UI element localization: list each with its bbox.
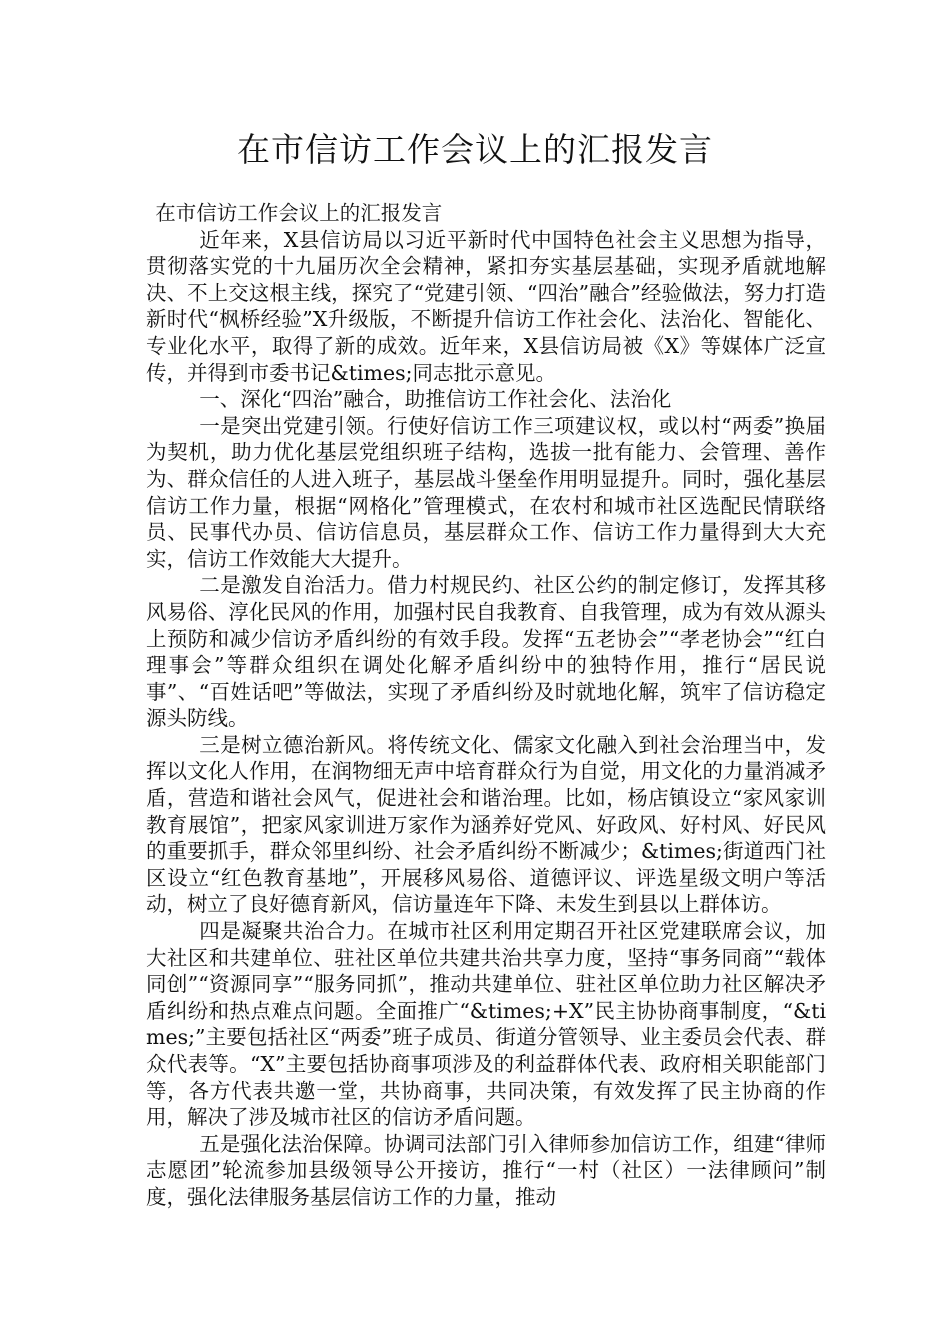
paragraph-party-leadership: 一是突出党建引领。行使好信访工作三项建议权，或以村“两委”换届为契机，助力优化基层党组织班子结构，选拔一批有能力、会管理、善作为、群众信任的人进入班子，基层战斗堡垒作用明显提升。同时，强化基层信访工作力量，根据“网格化”管理模式，在农村和城市社区选配民情联络员、民事代办员、信访信息员，基层群众工作、信访工作力量得到大大充实，信访工作效能大大提升。	[146, 413, 826, 571]
paragraph-co-governance: 四是凝聚共治合力。在城市社区利用定期召开社区党建联席会议，加大社区和共建单位、驻社区单位共建共治共享力度，坚持“事务同商”“载体同创”“资源同享”“服务同抓”，推动共建单位、驻社区单位助力社区解决矛盾纠纷和热点难点问题。全面推广“&times;+X”民主协协商事制度，“&times;”主要包括社区“两委”班子成员、街道分管领导、业主委员会代表、群众代表等。“X”主要包括协商事项涉及的利益群体代表、政府相关职能部门等，各方代表共邀一堂，共协商事，共同决策，有效发挥了民主协商的作用，解决了涉及城市社区的信访矛盾问题。	[146, 919, 826, 1130]
document-subtitle: 在市信访工作会议上的汇报发言	[155, 201, 443, 225]
paragraph-intro: 近年来，X县信访局以习近平新时代中国特色社会主义思想为指导，贯彻落实党的十九届历次全会精神，紧扣夯实基层基础，实现矛盾就地解决、不上交这根主线，探究了“党建引领、“四治”融合”经验做法，努力打造新时代“枫桥经验”X升级版，不断提升信访工作社会化、法治化、智能化、专业化水平，取得了新的成效。近年来，X县信访局被《X》等媒体广泛宣传，并得到市委书记&times;同志批示意见。	[146, 227, 826, 385]
section-heading: 一、深化“四治”融合，助推信访工作社会化、法治化	[199, 387, 672, 412]
document-body	[146, 200, 826, 1211]
paragraph-moral-governance: 三是树立德治新风。将传统文化、儒家文化融入到社会治理当中，发挥以文化人作用，在润物细无声中培育群众行为自觉，用文化的力量消减矛盾，营造和谐社会风气，促进社会和谐治理。比如，杨店镇设立“家风家训教育展馆”，把家风家训进万家作为涵养好党风、好政风、好村风、好民风的重要抓手，群众邻里纠纷、社会矛盾纠纷不断减少；&times;街道西门社区设立“红色教育基地”，开展移风易俗、道德评议、评选星级文明户等活动，树立了良好德育新风，信访量连年下降、未发生到县以上群体访。	[146, 732, 826, 917]
paragraph-rule-of-law: 五是强化法治保障。协调司法部门引入律师参加信访工作，组建“律师志愿团”轮流参加县级领导公开接访，推行“一村（社区）一法律顾问”制度，强化法律服务基层信访工作的力量，推动	[146, 1131, 826, 1209]
paragraph-self-governance: 二是激发自治活力。借力村规民约、社区公约的制定修订，发挥其移风易俗、淳化民风的作用，加强村民自我教育、自我管理，成为有效从源头上预防和减少信访矛盾纠纷的有效手段。发挥“五老协会”“孝老协会”“红白理事会”等群众组织在调处化解矛盾纠纷中的独特作用，推行“居民说事”、“百姓话吧”等做法，实现了矛盾纠纷及时就地化解，筑牢了信访稳定源头防线。	[146, 573, 826, 731]
document-title: 在市信访工作会议上的汇报发言	[237, 130, 713, 169]
